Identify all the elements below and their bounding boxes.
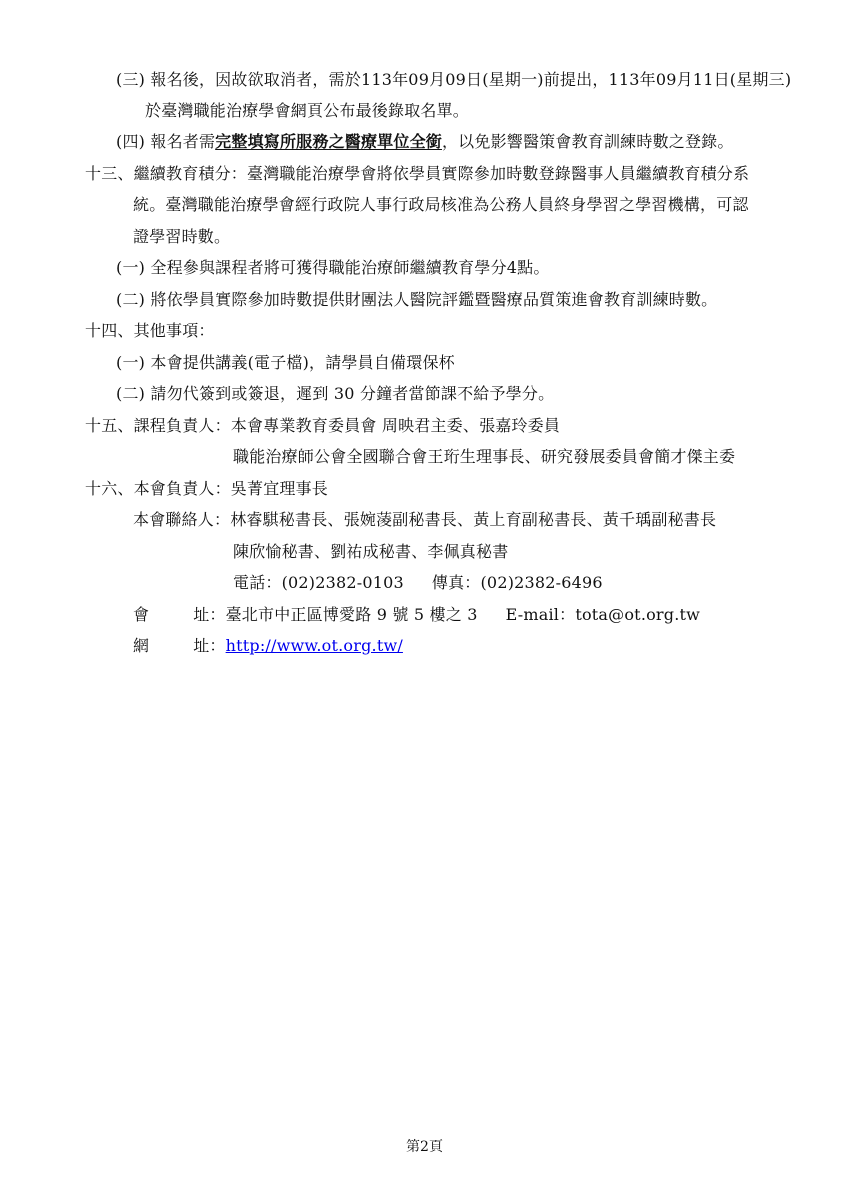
- registration-requirement-line: [116, 130, 734, 154]
- handout-line: [116, 351, 455, 375]
- line-text: 職能治療師公會全國聯合會王珩生理事長、研究發展委員會簡才傑主委: [233, 447, 736, 466]
- section-sixteen-title: [85, 477, 328, 501]
- page-number: [0, 1137, 849, 1157]
- line-text: 證學習時數。: [133, 227, 231, 246]
- website-link[interactable]: http://www.ot.org.tw/: [225, 636, 403, 655]
- address-label-part-1: 會: [133, 605, 150, 624]
- credit-line: [116, 256, 550, 280]
- section-fifteen-body: [233, 445, 735, 469]
- section-thirteen-body-1: [133, 193, 749, 217]
- section-thirteen-title: [85, 162, 749, 186]
- registration-cancellation-line: [116, 68, 791, 92]
- section-fifteen-title: [85, 414, 560, 438]
- website-line: [133, 634, 403, 658]
- training-hours-line: [116, 288, 717, 312]
- line-text: (三) 報名後，因故欲取消者，需於113年09月09日(星期一)前提出，113年09月11日(星期三): [116, 70, 792, 89]
- line-text: (二) 請勿代簽到或簽退，遲到 30 分鐘者當節課不給予學分。: [116, 384, 555, 403]
- emphasized-requirement: 完整填寫所服務之醫療單位全銜: [215, 132, 442, 151]
- section-fourteen-title: [85, 319, 215, 343]
- line-text: (一) 全程參與課程者將可獲得職能治療師繼續教育學分4點。: [116, 258, 550, 277]
- announcement-line: [145, 99, 469, 123]
- line-text: 十三、繼續教育積分：臺灣職能治療學會將依學員實際參加時數登錄醫事人員繼續教育積分系: [85, 164, 750, 183]
- line-suffix: ，以免影響醫策會教育訓練時數之登錄。: [441, 132, 734, 151]
- contact-list-line-1: [133, 508, 716, 532]
- fax-number: 傳真：(02)2382-6496: [431, 573, 603, 592]
- line-text: 統。臺灣職能治療學會經行政院人事行政局核准為公務人員終身學習之學習機構，可認: [133, 195, 749, 214]
- address-line: [133, 603, 700, 627]
- line-text: (一) 本會提供講義(電子檔)，請學員自備環保杯: [116, 353, 455, 372]
- phone-number: 電話：(02)2382-0103: [233, 573, 404, 592]
- line-text: 十五、課程負責人：本會專業教育委員會 周映君主委、張嘉玲委員: [85, 416, 561, 435]
- line-text: 十六、本會負責人：吳菁宜理事長: [85, 479, 329, 498]
- page-number-text: 第2頁: [406, 1139, 443, 1155]
- attendance-line: [116, 382, 554, 406]
- phone-fax-line: [233, 571, 603, 595]
- contact-list-line-2: [233, 540, 508, 564]
- line-text: 十四、其他事項：: [85, 321, 215, 340]
- email-text: E-mail：tota@ot.org.tw: [505, 605, 701, 624]
- section-thirteen-body-2: [133, 225, 230, 249]
- address-text: 臺北市中正區博愛路 9 號 5 樓之 3: [225, 605, 478, 624]
- address-label-part-2: 址：: [193, 605, 226, 624]
- website-label-part-1: 網: [133, 636, 150, 655]
- line-text: (二) 將依學員實際參加時數提供財團法人醫院評鑑暨醫療品質策進會教育訓練時數。: [116, 290, 718, 309]
- line-text: 陳欣愉秘書、劉祐成秘書、李佩真秘書: [233, 542, 509, 561]
- line-prefix: (四) 報名者需: [116, 132, 216, 151]
- line-text: 於臺灣職能治療學會網頁公布最後錄取名單。: [145, 101, 470, 120]
- line-text: 本會聯絡人：林睿騏秘書長、張婉蓤副秘書長、黃上育副秘書長、黃千瑀副秘書長: [133, 510, 717, 529]
- website-label-part-2: 址：: [193, 636, 226, 655]
